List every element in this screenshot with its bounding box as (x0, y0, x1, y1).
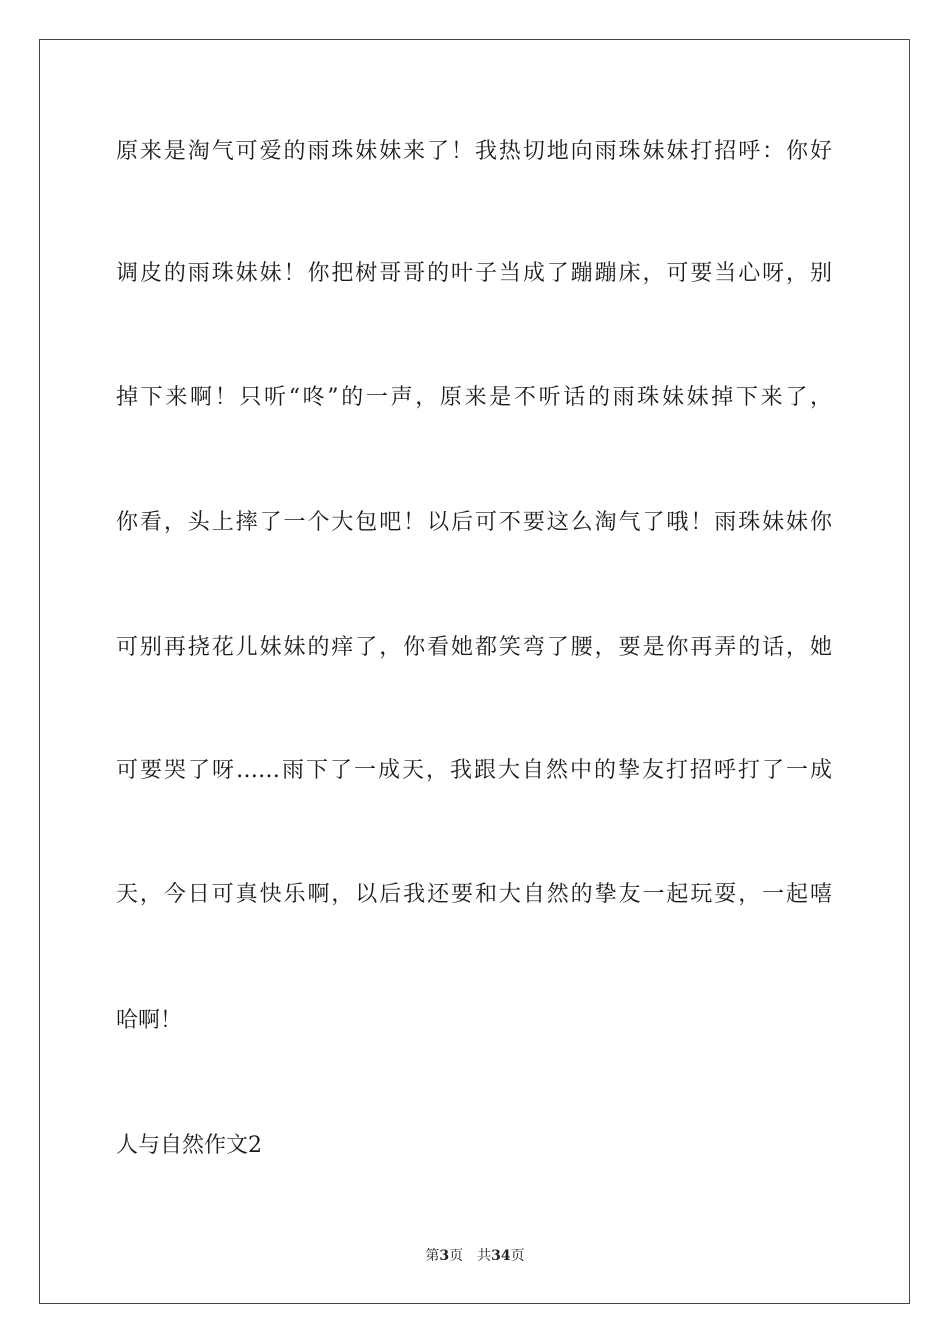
paragraph-line-3: 掉下来啊！只听“咚”的一声，原来是不听话的雨珠妹妹掉下来了， (116, 385, 832, 410)
paragraph-line-7: 天，今日可真快乐啊，以后我还要和大自然的挚友一起玩耍，一起嘻 (116, 882, 832, 907)
page-border (39, 39, 910, 1304)
footer-page-number: 3 (439, 1248, 450, 1264)
paragraph-line-6: 可要哭了呀……雨下了一成天，我跟大自然中的挚友打招呼打了一成 (116, 758, 832, 783)
paragraph-line-8: 哈啊！ (116, 1008, 183, 1033)
paragraph-line-1: 原来是淘气可爱的雨珠妹妹来了！我热切地向雨珠妹妹打招呼：你好 (116, 139, 832, 164)
section-heading: 人与自然作文2 (116, 1133, 262, 1158)
footer-total-suffix: 页 (510, 1248, 525, 1264)
footer-page-prefix: 第 (425, 1248, 440, 1264)
footer-page-suffix: 页 (449, 1248, 464, 1264)
paragraph-line-2: 调皮的雨珠妹妹！你把树哥哥的叶子当成了蹦蹦床，可要当心呀，别 (116, 261, 832, 286)
paragraph-line-5: 可别再挠花儿妹妹的痒了，你看她都笑弯了腰，要是你再弄的话，她 (116, 635, 832, 660)
page-footer (0, 1246, 950, 1266)
paragraph-line-4: 你看，头上摔了一个大包吧！以后可不要这么淘气了哦！雨珠妹妹你 (116, 510, 832, 535)
footer-total-prefix: 共 (477, 1248, 492, 1264)
footer-total-pages: 34 (491, 1248, 511, 1264)
